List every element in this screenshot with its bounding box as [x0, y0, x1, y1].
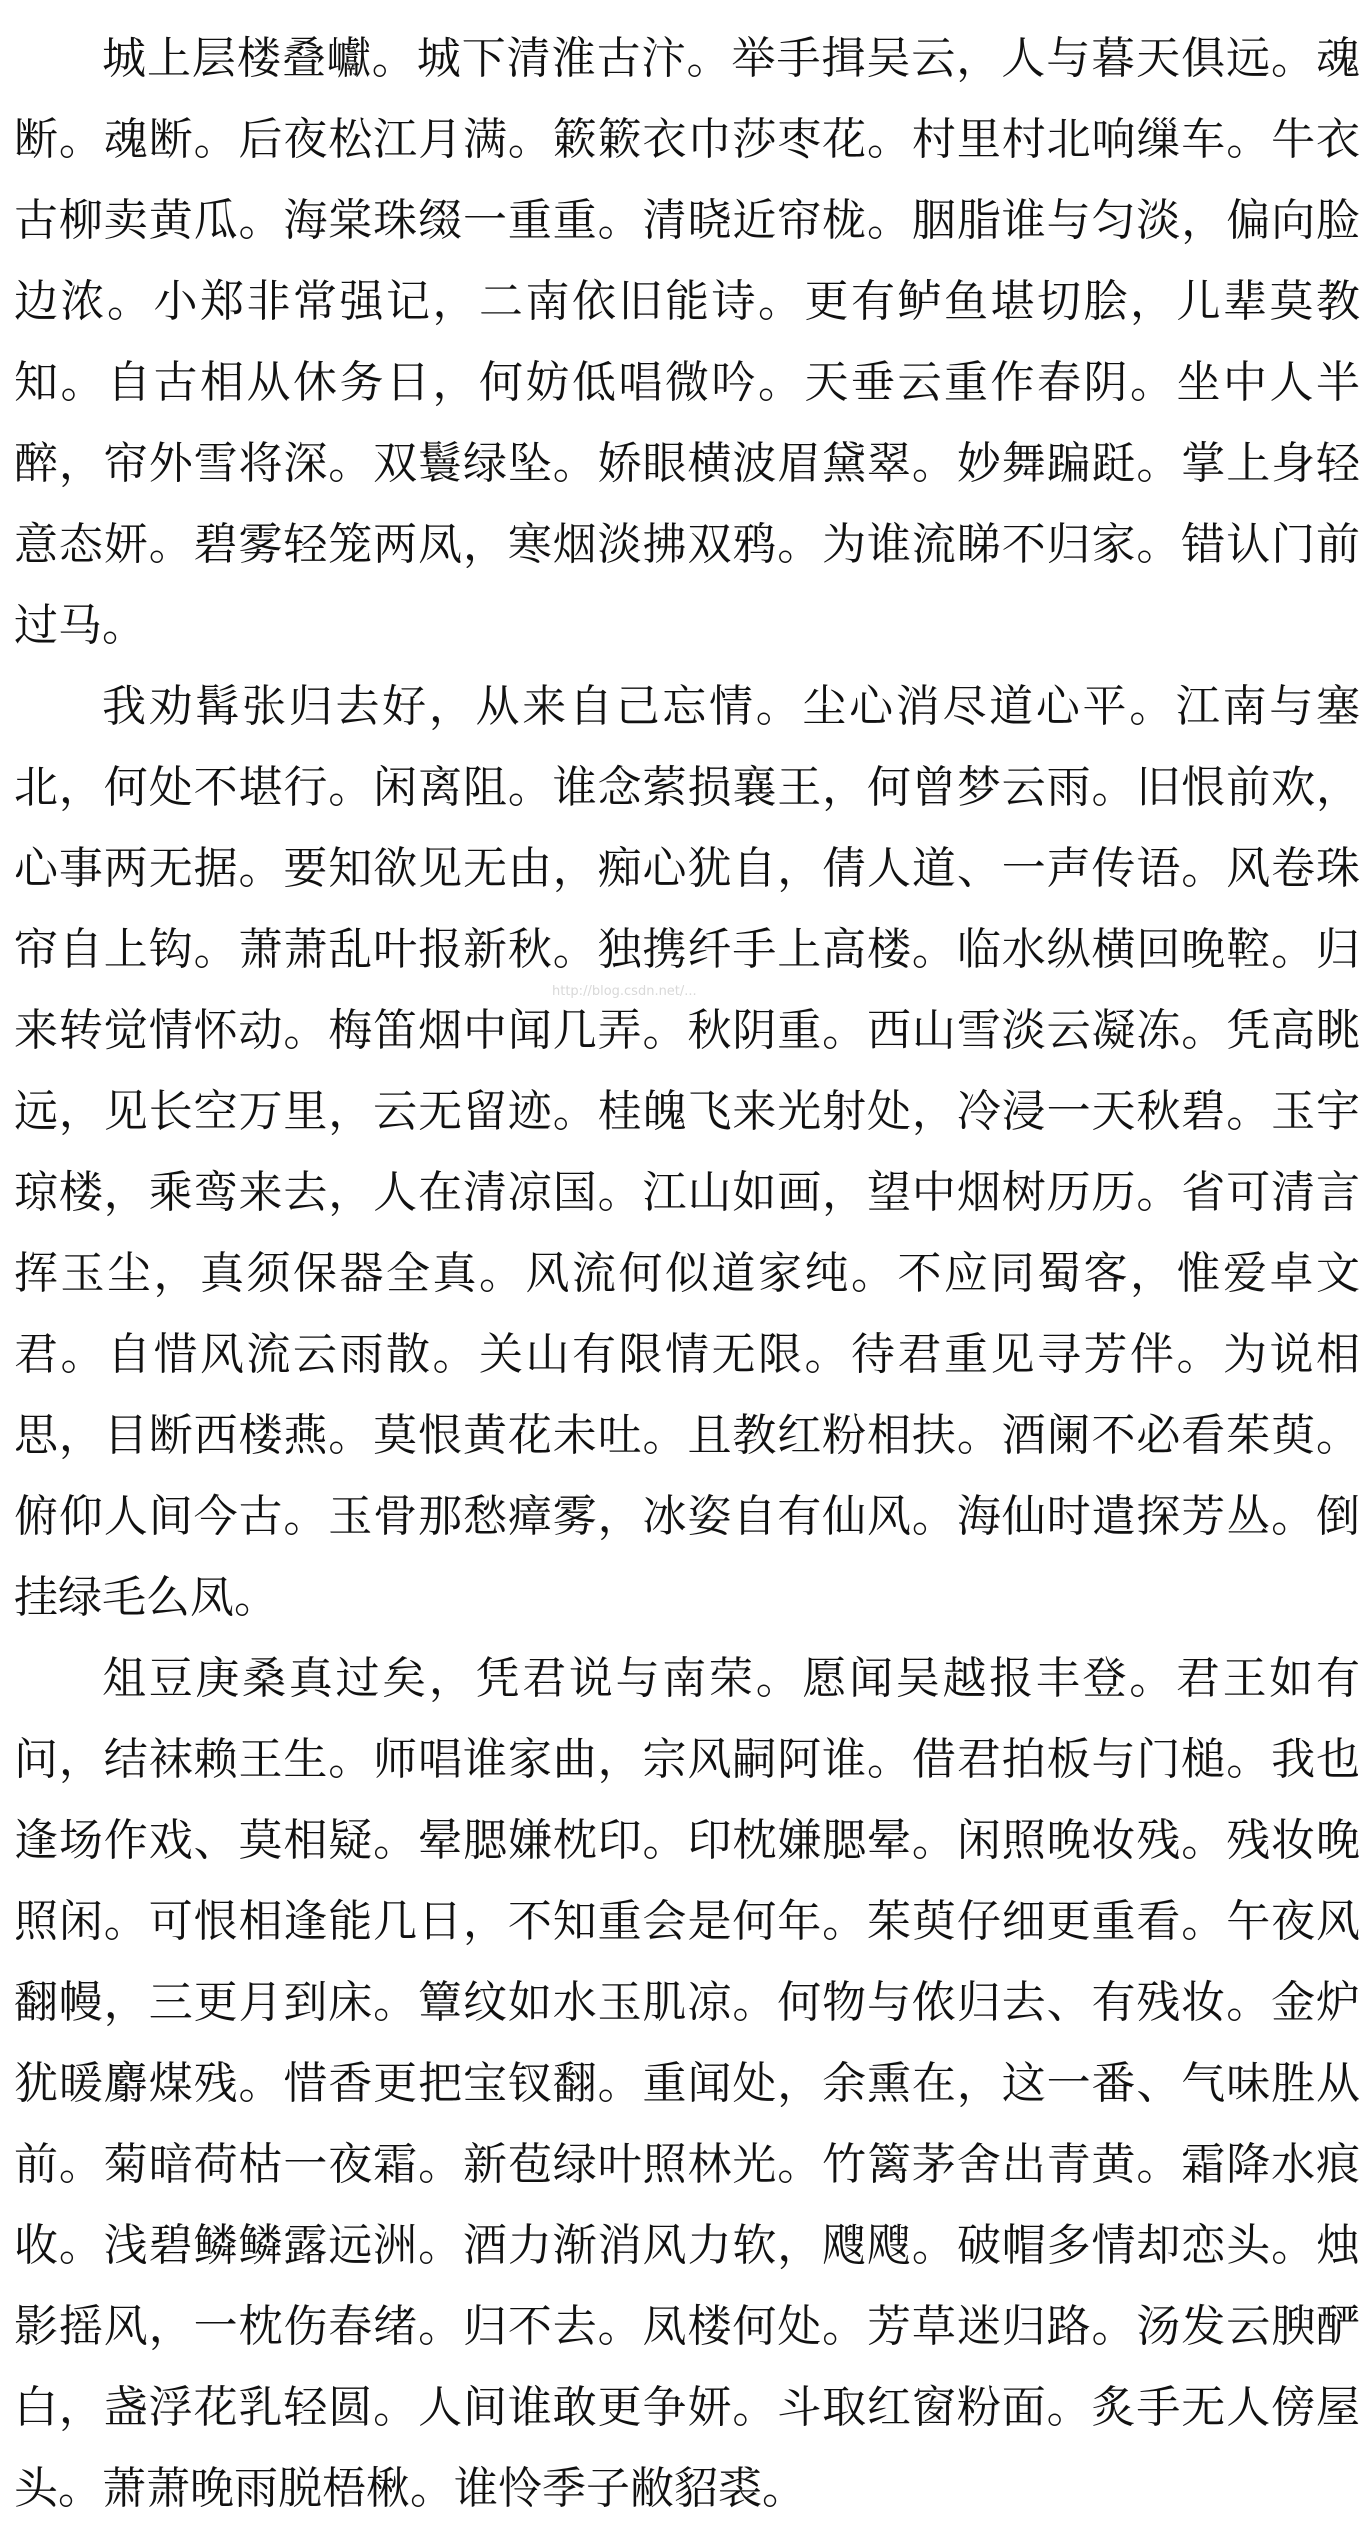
paragraph-2: 我劝髯张归去好，从来自己忘情。尘心消尽道心平。江南与塞北，何处不堪行。闲离阻。谁念萦损襄王，何曾梦云雨。旧恨前欢，心事两无据。要知欲见无由，痴心犹自，倩人道、一声传语。风卷珠帘自上钩。萧萧乱叶报新秋。独携纤手上高楼。临水纵横回晚鞚。归来转觉情怀动。梅笛烟中闻几弄。秋阴重。西山雪淡云凝冻。凭高眺远，见长空万里，云无留迹。桂魄飞来光射处，冷浸一天秋碧。玉宇琼楼，乘鸾来去，人在清凉国。江山如画，望中烟树历历。省可清言挥玉尘，真须保器全真。风流何似道家纯。不应同蜀客，惟爱卓文君。自惜风流云雨散。关山有限情无限。待君重见寻芳伴。为说相思，目断西楼燕。莫恨黄花未吐。且教红粉相扶。酒阑不必看茱萸。俯仰人间今古。玉骨那愁瘴雾，冰姿自有仙风。海仙时遣探芳丛。倒挂绿毛么凤。: [14, 681, 1360, 1623]
watermark-text: http://blog.csdn.net/...: [552, 984, 697, 999]
paragraph-3: 俎豆庚桑真过矣，凭君说与南荣。愿闻吴越报丰登。君王如有问，结袜赖王生。师唱谁家曲，宗风嗣阿谁。借君拍板与门槌。我也逢场作戏、莫相疑。晕腮嫌枕印。印枕嫌腮晕。闲照晚妆残。残妆晚照闲。可恨相逢能几日，不知重会是何年。茱萸仔细更重看。午夜风翻幔，三更月到床。簟纹如水玉肌凉。何物与侬归去、有残妆。金炉犹暖麝煤残。惜香更把宝钗翻。重闻处，余熏在，这一番、气味胜从前。菊暗荷枯一夜霜。新苞绿叶照林光。竹篱茅舍出青黄。霜降水痕收。浅碧鳞鳞露远洲。酒力渐消风力软，飕飕。破帽多情却恋头。烛影摇风，一枕伤春绪。归不去。凤楼何处。芳草迷归路。汤发云腴酽白，盏浮花乳轻圆。人间谁敢更争妍。斗取红窗粉面。炙手无人傍屋头。萧萧晚雨脱梧楸。谁怜季子敝貂裘。: [14, 1653, 1360, 2514]
poem-text-body: [14, 18, 1360, 2529]
paragraph-1: 城上层楼叠巘。城下清淮古汴。举手揖吴云，人与暮天俱远。魂断。魂断。后夜松江月满。簌簌衣巾莎枣花。村里村北响缫车。牛衣古柳卖黄瓜。海棠珠缀一重重。清晓近帘栊。胭脂谁与匀淡，偏向脸边浓。小郑非常强记，二南依旧能诗。更有鲈鱼堪切脍，儿辈莫教知。自古相从休务日，何妨低唱微吟。天垂云重作春阴。坐中人半醉，帘外雪将深。双鬟绿坠。娇眼横波眉黛翠。妙舞蹁跹。掌上身轻意态妍。碧雾轻笼两凤，寒烟淡拂双鸦。为谁流睇不归家。错认门前过马。: [14, 33, 1360, 651]
